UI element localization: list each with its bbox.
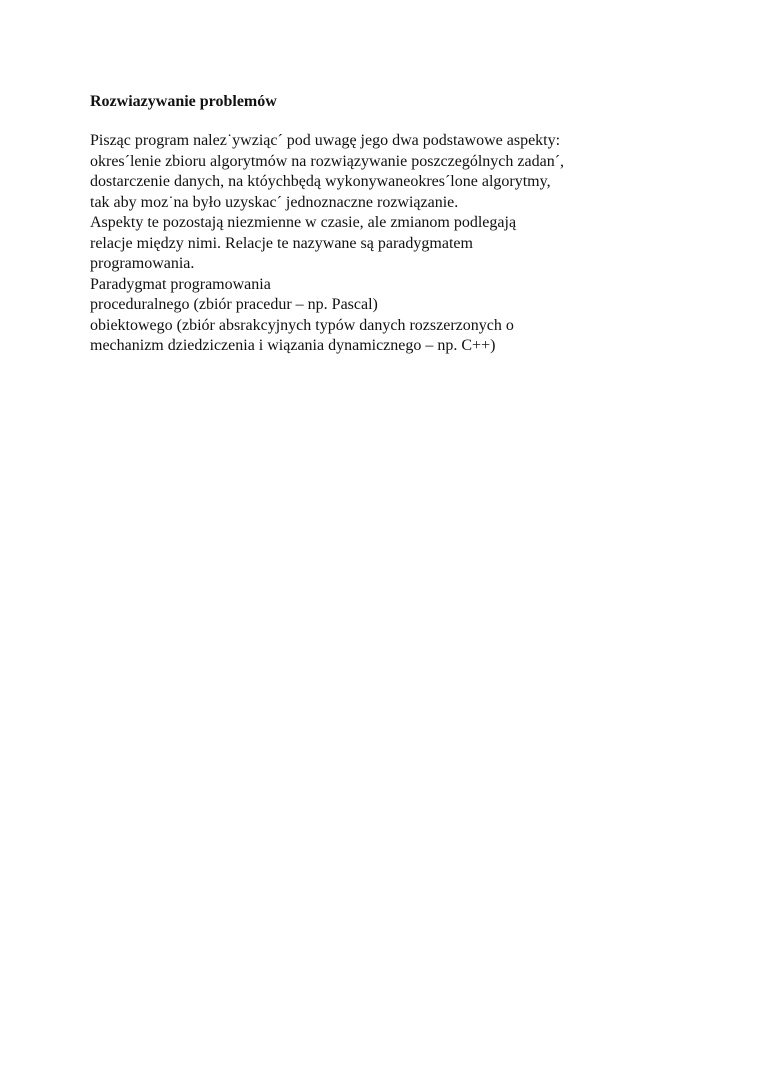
paragraph-line-4: tak aby moz˙na było uzyskac´ jednoznaczne rozwiązanie. xyxy=(90,193,459,211)
paragraph-line-3: dostarczenie danych, na któychbędą wykonywaneokres´lone algorytmy, xyxy=(90,173,551,190)
paragraph-line-1: Pisząc program nalez˙ywziąc´ pod uwagę jego dwa podstawowe aspekty: xyxy=(90,132,561,149)
document-title: Rozwiazywanie problemów xyxy=(90,93,277,110)
paradigm-heading-line: Paradygmat programowania xyxy=(90,275,271,293)
object-paradigm-line-1: obiektowego (zbiór absrakcyjnych typów danych rozszerzonych o xyxy=(90,316,514,334)
paragraph-line-7: programowania. xyxy=(90,255,195,272)
object-paradigm-line-2: mechanizm dziedziczenia i wiązania dynamicznego – np. C++) xyxy=(90,337,496,354)
paragraph-line-5: Aspekty te pozostają niezmienne w czasie, ale zmianom podlegają xyxy=(90,214,517,231)
document-content xyxy=(90,93,690,357)
paragraph-line-6: relacje między nimi. Relacje te nazywane są paradygmatem xyxy=(90,234,473,252)
paragraph-line-2: okres´lenie zbioru algorytmów na rozwiązywanie poszczególnych zadan´, xyxy=(90,152,565,170)
procedural-paradigm-line: proceduralnego (zbiór pracedur – np. Pascal) xyxy=(90,296,378,313)
